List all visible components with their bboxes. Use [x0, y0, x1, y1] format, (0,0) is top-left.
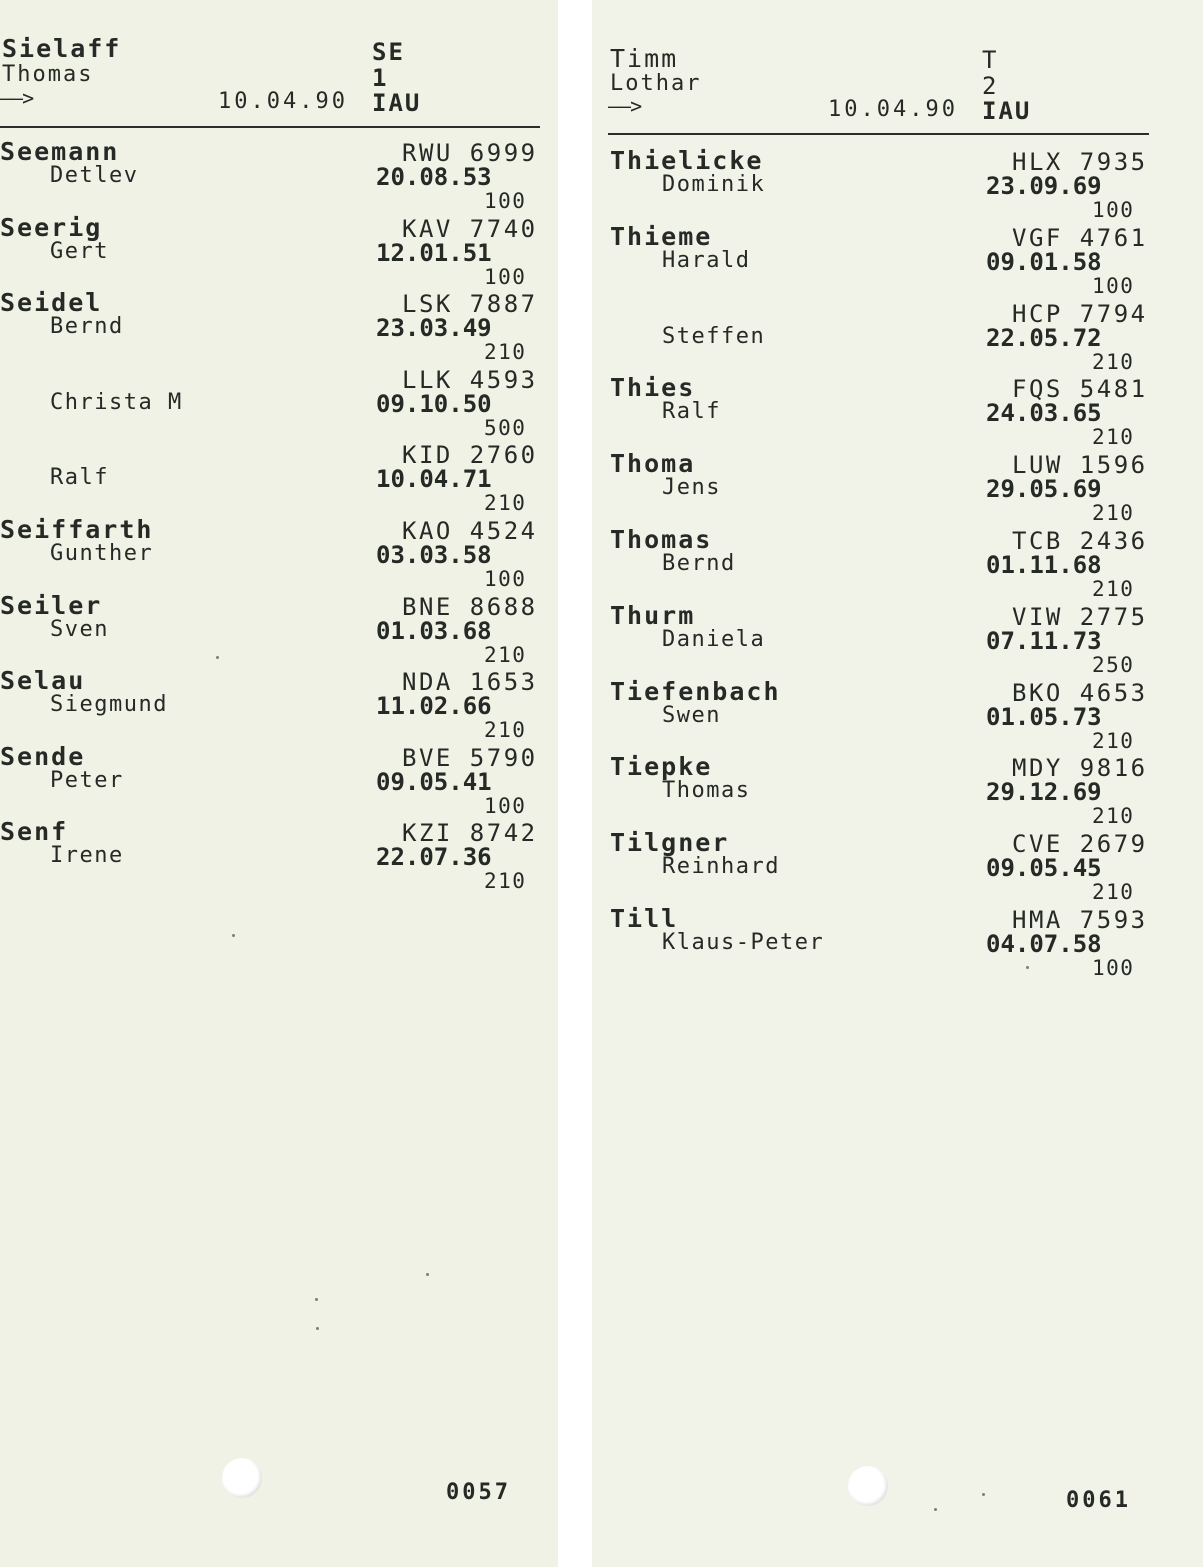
entry-code: RWU 6999 — [402, 139, 538, 167]
entry-given-name: Ralf — [50, 465, 109, 491]
entry-surname: Tilgner — [610, 828, 730, 858]
speck — [1026, 966, 1029, 969]
header-arrow: ——> — [608, 94, 642, 118]
entry-date: 09.01.58 — [986, 247, 1102, 276]
header-number: 2 — [982, 72, 999, 100]
entry-code: BNE 8688 — [402, 592, 538, 621]
entry-given-name: Jens — [662, 475, 721, 501]
entry-value: 210 — [1092, 425, 1135, 450]
entry-surname: Thurm — [610, 600, 696, 630]
speck — [232, 934, 235, 937]
entry-value: 210 — [1092, 577, 1135, 601]
entry-surname: Senf — [0, 817, 69, 847]
entry-date: 09.10.50 — [376, 389, 492, 418]
entry-value: 100 — [484, 189, 527, 213]
entry-code: VGF 4761 — [1012, 223, 1148, 252]
speck — [216, 656, 219, 659]
entry-given-name: Dominik — [662, 172, 766, 197]
entry-value: 210 — [484, 869, 527, 894]
entry-value: 100 — [1092, 198, 1135, 222]
entry-code: LLK 4593 — [402, 365, 538, 394]
entry-surname: Tiefenbach — [610, 676, 781, 706]
punch-hole — [848, 1466, 888, 1506]
entry-code: LUW 1596 — [1012, 451, 1148, 480]
entry-value: 250 — [1092, 652, 1135, 677]
entry-surname: Selau — [0, 666, 86, 696]
entry-given-name: Thomas — [662, 778, 751, 804]
header-given-name: Lothar — [610, 71, 702, 96]
speck — [315, 1298, 318, 1301]
header-number: 1 — [372, 64, 389, 92]
page-number: 0057 — [446, 1480, 511, 1505]
header-date: 10.04.90 — [828, 97, 958, 122]
entry-date: 23.03.49 — [376, 314, 492, 343]
entry-given-name: Bernd — [662, 551, 736, 576]
entry-value: 100 — [484, 567, 527, 591]
header-code: T — [982, 46, 999, 74]
header-arrow: ——> — [0, 86, 34, 110]
sheet-gap — [558, 0, 592, 1567]
speck — [934, 1508, 937, 1511]
header-unit: IAU — [372, 89, 422, 117]
entry-date: 11.02.66 — [376, 692, 492, 721]
entry-surname: Seerig — [0, 212, 103, 242]
entry-code: HMA 7593 — [1012, 906, 1148, 934]
entry-surname: Thomas — [610, 525, 713, 554]
left-sheet — [0, 0, 558, 1567]
entry-given-name: Gert — [50, 238, 109, 264]
entry-surname: Seidel — [0, 288, 103, 318]
entry-date: 09.05.41 — [376, 767, 492, 796]
entry-value: 210 — [484, 491, 527, 516]
entry-code: HCP 7794 — [1012, 299, 1148, 328]
entry-code: KAV 7740 — [402, 214, 538, 243]
entry-given-name: Swen — [662, 702, 721, 728]
header-rule — [608, 133, 1149, 135]
entry-value: 100 — [484, 793, 527, 818]
entry-value: 500 — [484, 415, 527, 440]
entry-value: 210 — [1092, 349, 1135, 374]
header-surname: Timm — [610, 44, 679, 73]
entry-code: KAO 4524 — [402, 517, 538, 545]
entry-given-name: Steffen — [662, 323, 766, 349]
entry-code: VIW 2775 — [1012, 602, 1148, 631]
header-rule — [0, 126, 540, 128]
entry-date: 24.03.65 — [986, 399, 1102, 428]
header-code: SE — [372, 38, 405, 66]
entry-code: CVE 2679 — [1012, 830, 1148, 859]
entry-surname: Thies — [610, 373, 696, 403]
header-given-name: Thomas — [2, 62, 94, 87]
entry-given-name: Detlev — [50, 163, 139, 188]
entry-date: 04.07.58 — [986, 930, 1102, 958]
entry-code: BVE 5790 — [402, 743, 538, 772]
entry-date: 20.08.53 — [376, 163, 492, 191]
entry-date: 23.09.69 — [986, 172, 1102, 200]
entry-surname: Tiepke — [610, 752, 713, 782]
entry-given-name: Harald — [662, 247, 751, 273]
entry-code: LSK 7887 — [402, 290, 538, 319]
entry-surname: Till — [610, 904, 679, 933]
entry-date: 09.05.45 — [986, 854, 1102, 883]
entry-value: 100 — [1092, 273, 1135, 298]
entry-value: 210 — [1092, 728, 1135, 753]
entry-code: TCB 2436 — [1012, 527, 1148, 555]
entry-code: FQS 5481 — [1012, 375, 1148, 404]
entry-date: 01.05.73 — [986, 702, 1102, 731]
entry-code: HLX 7935 — [1012, 148, 1148, 176]
speck — [426, 1273, 429, 1276]
entry-value: 210 — [1092, 501, 1135, 526]
entry-code: KID 2760 — [402, 441, 538, 470]
entry-value: 210 — [484, 718, 527, 743]
entry-date: 03.03.58 — [376, 541, 492, 569]
entry-code: BKO 4653 — [1012, 678, 1148, 707]
entry-surname: Thieme — [610, 221, 713, 251]
entry-value: 210 — [1092, 880, 1135, 905]
speck — [982, 1493, 985, 1496]
entry-value: 210 — [1092, 804, 1135, 829]
entry-date: 07.11.73 — [986, 626, 1102, 655]
entry-date: 29.05.69 — [986, 475, 1102, 504]
entry-code: NDA 1653 — [402, 668, 538, 697]
entry-given-name: Klaus-Peter — [662, 930, 825, 955]
header-surname: Sielaff — [2, 34, 122, 63]
entry-given-name: Daniela — [662, 626, 766, 652]
entry-date: 22.07.36 — [376, 843, 492, 872]
entry-date: 10.04.71 — [376, 465, 492, 494]
entry-date: 22.05.72 — [986, 323, 1102, 352]
entry-given-name: Christa M — [50, 389, 183, 415]
entry-surname: Thoma — [610, 449, 696, 479]
entry-value: 210 — [484, 642, 527, 667]
right-sheet — [592, 0, 1203, 1567]
entry-date: 01.11.68 — [986, 551, 1102, 579]
entry-surname: Seiler — [0, 590, 103, 620]
entry-value: 210 — [484, 340, 527, 365]
speck — [316, 1327, 319, 1330]
header-unit: IAU — [982, 97, 1032, 125]
entry-surname: Sende — [0, 741, 86, 771]
entry-date: 01.03.68 — [376, 616, 492, 645]
entry-surname: Seiffarth — [0, 515, 154, 544]
entry-given-name: Reinhard — [662, 854, 780, 880]
entry-value: 100 — [484, 264, 527, 289]
entry-surname: Thielicke — [610, 146, 764, 175]
entry-given-name: Sven — [50, 616, 109, 642]
entry-given-name: Gunther — [50, 541, 154, 566]
entry-code: KZI 8742 — [402, 819, 538, 848]
entry-given-name: Irene — [50, 843, 124, 869]
entry-date: 12.01.51 — [376, 238, 492, 267]
entry-given-name: Bernd — [50, 314, 124, 340]
punch-hole — [222, 1458, 262, 1498]
entry-value: 100 — [1092, 956, 1135, 980]
entry-given-name: Ralf — [662, 399, 721, 425]
entry-given-name: Peter — [50, 767, 124, 793]
entry-date: 29.12.69 — [986, 778, 1102, 807]
page-number: 0061 — [1066, 1488, 1131, 1513]
entry-surname: Seemann — [0, 137, 120, 166]
header-date: 10.04.90 — [218, 89, 348, 114]
entry-given-name: Siegmund — [50, 692, 168, 718]
entry-code: MDY 9816 — [1012, 754, 1148, 783]
